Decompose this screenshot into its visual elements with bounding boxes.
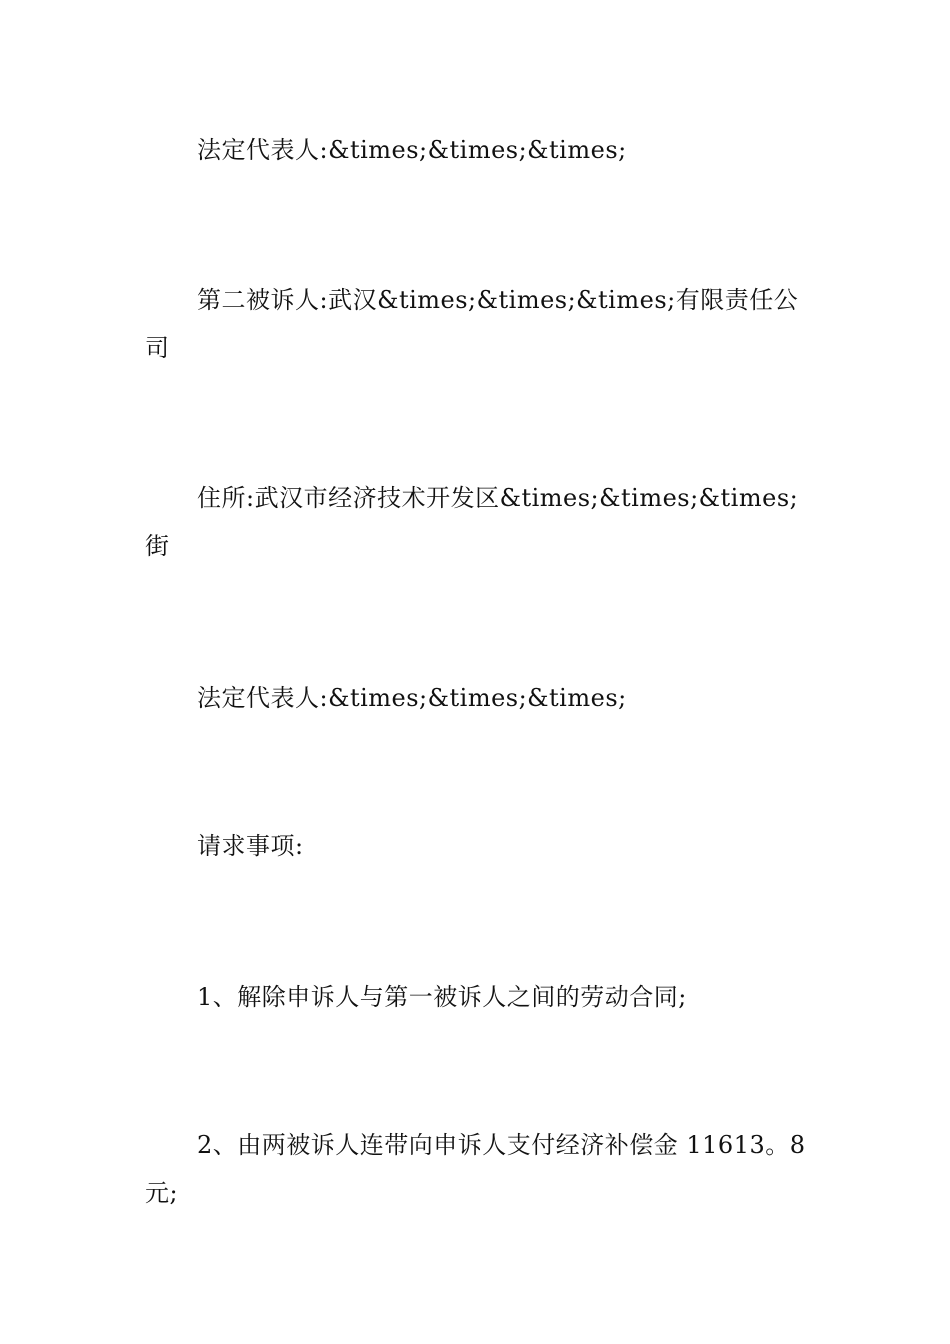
legal-representative-1: 法定代表人:&times;&times;&times; bbox=[197, 136, 627, 164]
claim-item-1: 1、解除申诉人与第一被诉人之间的劳动合同; bbox=[197, 983, 687, 1011]
legal-representative-2: 法定代表人:&times;&times;&times; bbox=[197, 684, 627, 712]
claim-item-2: 2、由两被诉人连带向申诉人支付经济补偿金 11613。8元; bbox=[145, 1131, 806, 1207]
respondent-address: 住所:武汉市经济技术开发区&times;&times;&times;街 bbox=[145, 484, 799, 560]
second-respondent: 第二被诉人:武汉&times;&times;&times;有限责任公司 bbox=[145, 286, 799, 362]
claims-heading: 请求事项: bbox=[197, 832, 304, 860]
